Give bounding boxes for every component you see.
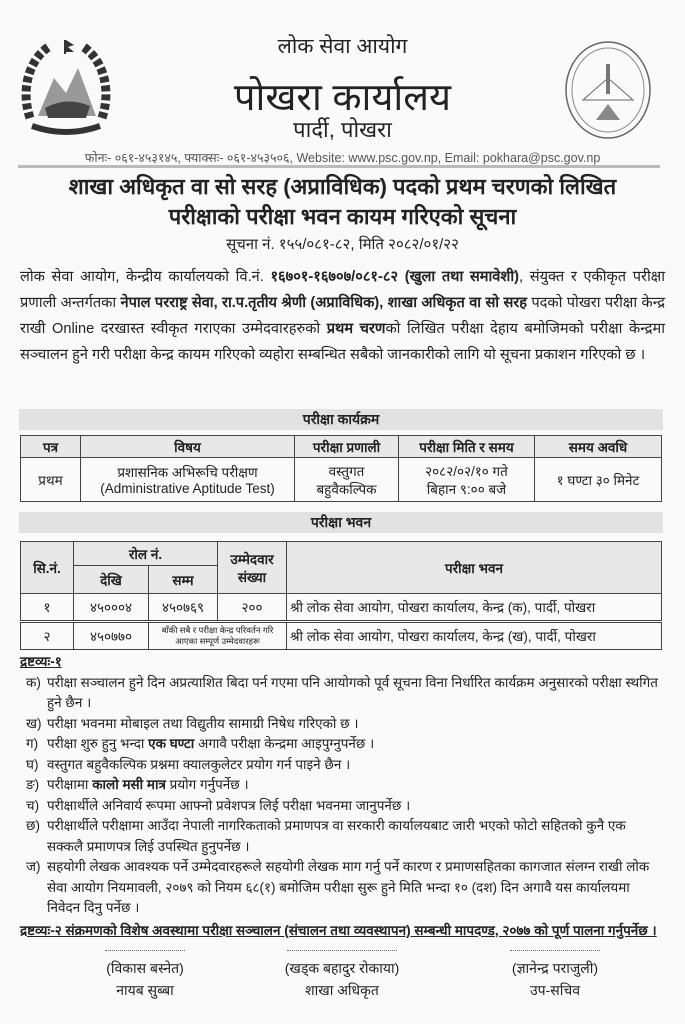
signature-3: (ज्ञानेन्द्र पराजुली) उप-सचिव: [470, 950, 640, 1001]
note-item: घ) वस्तुगत बहुवैकल्पिक प्रश्नमा क्यालकुलेटर प्रयोग गर्न पाइने छैन ।: [26, 756, 351, 772]
note-2: द्रष्टव्यः-२ संक्रमणको विशेष अवस्थामा परीक्षा सञ्चालन (संचालन तथा व्यवस्थापन) सम्बन्धी मापदण्ड, २०७७ को पूर्ण पालना गर्नुपर्नेछ ।: [20, 922, 657, 938]
org-name: लोक सेवा आयोग: [277, 35, 408, 58]
venue-table: सि.नं. रोल नं. उम्मेदवार संख्या परीक्षा भवन देखि सम्म १ ४५०००४ ४५०७६९ २०० श्री लोक सेवा आयोग, पोखरा कार्यालय, केन्द्र (क), पार्दी, पोखरा २ ४५०७७० बाँकी सबै र परीक्षा केन्द्र परिवर्तन गरि आएका सम्पूर्ण उम्मेदवारहरू श्री लोक सेवा आयोग, पोखरा कार्यालय, केन्द्र (ख), पार्दी, पोखरा: [20, 541, 662, 650]
note-item: ङ) परीक्षामा कालो मसी मात्र प्रयोग गर्नुपर्नेछ ।: [26, 777, 249, 792]
schedule-heading: परीक्षा कार्यक्रम: [19, 409, 663, 430]
intro-paragraph: लोक सेवा आयोग, केन्द्रीय कार्यालयको वि.नं. १६७०१-१६७०७/०८१-८२ (खुला तथा समावेशी), संयुक्त र एकीकृत परीक्षा प्रणाली अन्तर्गतका नेपाल परराष्ट्र सेवा, रा.प.तृतीय श्रेणी (अप्राविधिक), शाखा अधिकृत वा सो सरह पदको पोखरा परीक्षा केन्द्र राखी Online दरखास्त स्वीकृत गराएका उम्मेदवारहरुको प्रथम चरणको लिखित परीक्षा देहाय बमोजिमको परीक्षा केन्द्रमा सञ्चालन हुने गरी परीक्षा केन्द्र कायम गरिएको व्यहोरा सम्बन्धित सबैको जानकारीको लागि यो सूचना प्रकाशन गरिएको छ ।: [20, 269, 665, 363]
note-item: छ) परीक्षार्थीले परीक्षामा आउँदा नेपाली नागरिकताको प्रमाणपत्र वा सरकारी कार्यालयबाट जारी भएको फोटो सहितको कुनै एक सक्कलै प्रमाणपत्र लिई उपस्थित हुनुपर्नेछ ।: [26, 818, 626, 854]
table-row: २ ४५०७७० बाँकी सबै र परीक्षा केन्द्र परिवर्तन गरि आएका सम्पूर्ण उम्मेदवारहरू श्री लोक सेवा आयोग, पोखरा कार्यालय, केन्द्र (ख), पार्दी, पोखरा: [21, 622, 662, 650]
signature-2: (खड्क बहादुर रोकाया) शाखा अधिकृत: [242, 950, 442, 1001]
office-address: पार्दी, पोखरा: [293, 117, 392, 142]
title-line-1: शाखा अधिकृत वा सो सरह (अप्राविधिक) पदको प्रथम चरणको लिखित: [68, 174, 617, 199]
table-row: प्रथम प्रशासनिक अभिरूचि परीक्षण (Administrative Aptitude Test) वस्तुगत बहुवैकल्पिक २०८२/०२/१० गते बिहान ९:०० बजे १ घण्टा ३० मिनेट: [21, 458, 662, 502]
notice-number: सूचना नं. १५५/०८१-८२, मिति २०८२/०१/२२: [226, 236, 459, 253]
office-name: पोखरा कार्यालय: [233, 77, 452, 119]
contact-info: फोनः- ०६१-४५३१४५, फ्याक्सः- ०६१-४५३५०६, Website: www.psc.gov.np, Email: pokhara@psc.gov.np: [84, 151, 601, 165]
header-divider: [18, 165, 660, 168]
notice-title: [0, 172, 685, 232]
notes-heading: द्रष्टव्यः-१: [20, 654, 62, 669]
notes-section: [20, 652, 665, 941]
table-row: १ ४५०००४ ४५०७६९ २०० श्री लोक सेवा आयोग, पोखरा कार्यालय, केन्द्र (क), पार्दी, पोखरा: [21, 594, 662, 622]
venue-heading: परीक्षा भवन: [19, 512, 663, 533]
title-line-2: परीक्षाको परीक्षा भवन कायम गरिएको सूचना: [168, 204, 517, 229]
schedule-table: पत्र विषय परीक्षा प्रणाली परीक्षा मिति र समय समय अवधि प्रथम प्रशासनिक अभिरूचि परीक्षण (Administrative Aptitude Test) वस्तुगत बहुवैकल्पिक २०८२/०२/१० गते बिहान ९:०० बजे १ घण्टा ३० मिनेट: [20, 435, 662, 502]
note-item: ख) परीक्षा भवनमा मोबाइल तथा विद्युतीय सामाग्री निषेध गरिएको छ ।: [26, 715, 359, 731]
note-item: ज) सहयोगी लेखक आवश्यक पर्ने उम्मेदवारहरूले सहयोगी लेखक माग गर्नु पर्ने कारण र प्रमाणसहितका कागजात संलग्न राखी लोक सेवा आयोग नियमावली, २०७९ को नियम ६८(१) बमोजिम परीक्षा सुरू हुने मिति भन्दा १० (दश) दिन अगावै यस कार्यालयमा निवेदन दिनु पर्नेछ ।: [26, 859, 650, 915]
note-item: ग) परीक्षा शुरु हुनु भन्दा एक घण्टा अगावै परीक्षा केन्द्रमा आइपुग्नुपर्नेछ ।: [26, 736, 375, 751]
note-item: क) परीक्षा सञ्चालन हुने दिन अप्रत्याशित बिदा पर्न गएमा पनि आयोगको पूर्व सूचना विना निर्धारित कार्यक्रम अनुसारको परीक्षा स्थगित हुने छैन ।: [26, 674, 658, 710]
note-item: च) परीक्षार्थीले अनिवार्य रूपमा आफ्नो प्रवेशपत्र लिई परीक्षा भवनमा जानुपर्नेछ ।: [26, 797, 411, 813]
signature-1: (विकास बस्नेत) नायब सुब्बा: [60, 950, 230, 1001]
